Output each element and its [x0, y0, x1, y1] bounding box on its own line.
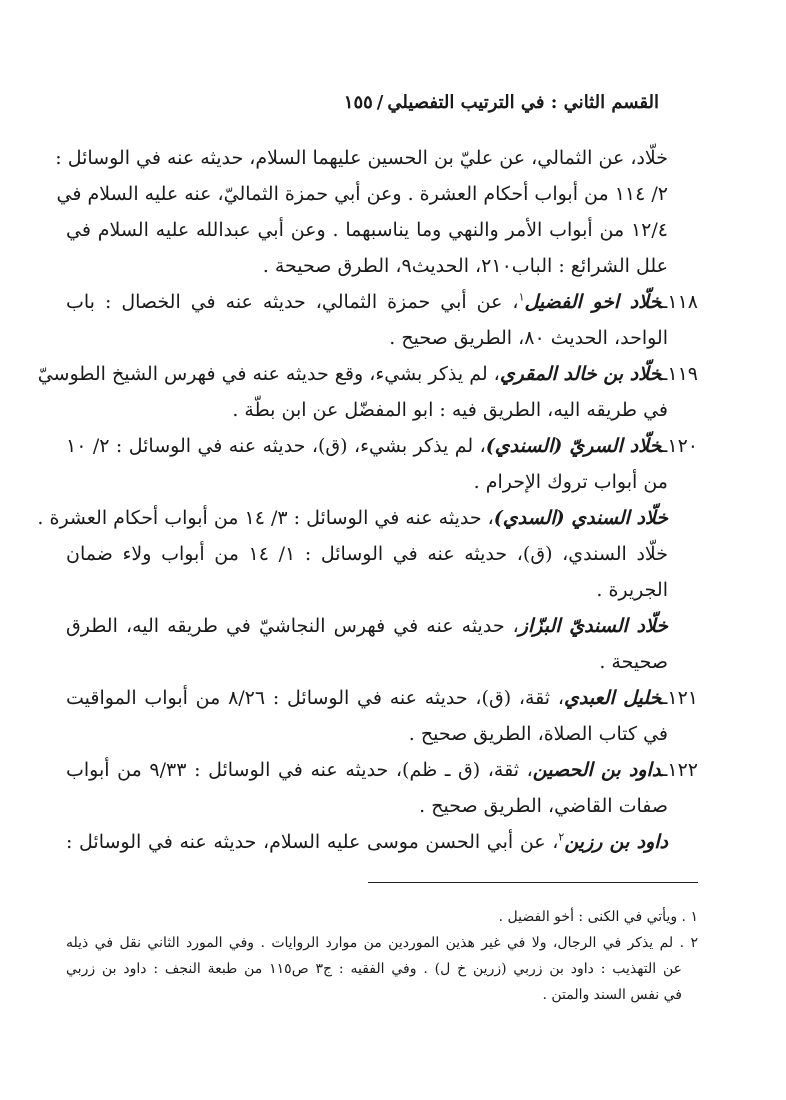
- header-separator: /: [376, 92, 384, 113]
- body-line: [66, 536, 698, 572]
- entry-name: خلّاد اخو الفضيل: [524, 291, 662, 313]
- entry-text: ، عن أبي حمزة الثمالي، حديثه عنه في الخصال : باب: [66, 291, 519, 313]
- entry-line: [37, 356, 698, 392]
- entry-text: ، حديثه عنه في فهرس النجاشيّ في طريقه اليه، الطرق: [66, 615, 519, 637]
- line-text: الواحد، الحديث ٨٠، الطريق صحيح .: [389, 327, 668, 349]
- line-text: خلّاد السندي، (ق)، حديثه عنه في الوسائل : ١/ ١٤ من أبواب ولاء ضمان: [66, 543, 669, 565]
- entry-line: [66, 680, 698, 716]
- entry-number: ١٢٠ـ: [661, 435, 698, 457]
- footnote: [66, 930, 698, 956]
- entry-line: [66, 428, 698, 464]
- entry-text: ، ثقة، (ق)، حديثه عنه في الوسائل : ٨/٢٦ من أبواب المواقيت: [66, 687, 564, 709]
- entry-text: ، ثقة، (ق ـ ظم)، حديثه عنه في الوسائل : ٩/٣٣ من أبواب: [66, 759, 533, 781]
- line-text: صفات القاضي، الطريق صحيح .: [419, 795, 668, 817]
- entry-text: ، لم يذكر بشيء، وقع حديثه عنه في فهرس الشيخ الطوسيّ: [37, 363, 500, 385]
- body-line: [66, 716, 698, 752]
- page-number: ١٥٥: [343, 92, 373, 113]
- body-text: [37, 140, 698, 860]
- entry-name: خليل العبدي: [563, 687, 662, 709]
- line-text: علل الشرائع : الباب٢١٠، الحديث٩، الطرق صحيحة .: [262, 255, 668, 277]
- line-text: من أبواب تروك الإحرام .: [473, 471, 668, 493]
- footnote-continuation: [66, 956, 698, 982]
- entry-name: داود بن الحصين: [532, 759, 662, 781]
- section-title: القسم الثاني : في الترتيب التفصيلي: [387, 92, 659, 113]
- entry-name: خلّاد السندي (السدي): [493, 507, 668, 529]
- entry-number: ١١٩ـ: [661, 363, 698, 385]
- footnote-text: عن التهذيب : داود بن زربي (زرين خ ل) . وفي الفقيه : ج٣ ص١١٥ من طبعة النجف : داود بن زربي: [66, 961, 682, 977]
- entry-number: ١٢١ـ: [661, 687, 698, 709]
- body-line: [66, 212, 698, 248]
- body-line: [56, 176, 698, 212]
- entry-name: داود بن رزين: [564, 831, 668, 853]
- footnote-ref: ١: [518, 290, 525, 304]
- line-text: في طريقه اليه، الطريق فيه : ابو المفضّل عن ابن بطّة .: [232, 399, 668, 421]
- line-text: صحيحة .: [599, 651, 668, 673]
- footnote-divider: [368, 882, 698, 883]
- body-line: [66, 248, 698, 284]
- footnote-continuation: [66, 982, 698, 1008]
- line-text: ٢/ ١١٤ من أبواب أحكام العشرة . وعن أبي حمزة الثماليّ، عنه عليه السلام في: [56, 183, 668, 205]
- entry-line: [37, 500, 698, 536]
- line-text: ١٢/٤ من أبواب الأمر والنهي وما يناسبهما . وعن أبي عبدالله عليه السلام في: [66, 219, 668, 241]
- footnote-text: ١ . ويأتي في الكنى : أخو الفضيل .: [498, 909, 698, 925]
- body-line: [66, 392, 698, 428]
- running-header: [344, 92, 659, 113]
- entry-text: ، لم يذكر بشيء، (ق)، حديثه عنه في الوسائل : ٢/ ١٠: [66, 435, 486, 457]
- entry-name: خلّاد السريّ (السندي): [485, 435, 662, 457]
- entry-line: [66, 752, 698, 788]
- entry-number: ١٢٢ـ: [661, 759, 698, 781]
- entry-text: ، عن أبي الحسن موسى عليه السلام، حديثه عنه في الوسائل :: [66, 831, 559, 853]
- footnote: [66, 904, 698, 930]
- footnote-text: في نفس السند والمتن .: [542, 987, 682, 1003]
- entry-line: [66, 608, 698, 644]
- body-line: [66, 644, 698, 680]
- body-line: [66, 788, 698, 824]
- body-line: [66, 320, 698, 356]
- body-line: [55, 140, 698, 176]
- footnote-ref: ٢: [558, 830, 565, 844]
- body-line: [66, 464, 698, 500]
- footnote-text: ٢ . لم يذكر في الرجال، ولا في غير هذين الموردين من موارد الروايات . وفي المورد الثاني نقل في ذيله: [66, 935, 698, 951]
- entry-number: ١١٨ـ: [661, 291, 698, 313]
- line-text: خلّاد، عن الثمالي، عن عليّ بن الحسين عليهما السلام، حديثه عنه في الوسائل :: [55, 147, 668, 169]
- entry-line: [66, 284, 698, 320]
- line-text: الجريرة .: [596, 579, 668, 601]
- entry-text: ، حديثه عنه في الوسائل : ٣/ ١٤ من أبواب أحكام العشرة .: [37, 507, 494, 529]
- entry-line: [66, 824, 698, 860]
- entry-name: خلّاد السنديّ البزّاز: [518, 615, 669, 637]
- body-line: [66, 572, 698, 608]
- entry-name: خلّاد بن خالد المقري: [499, 363, 662, 385]
- footnotes: [66, 904, 698, 1008]
- line-text: في كتاب الصلاة، الطريق صحيح .: [408, 723, 668, 745]
